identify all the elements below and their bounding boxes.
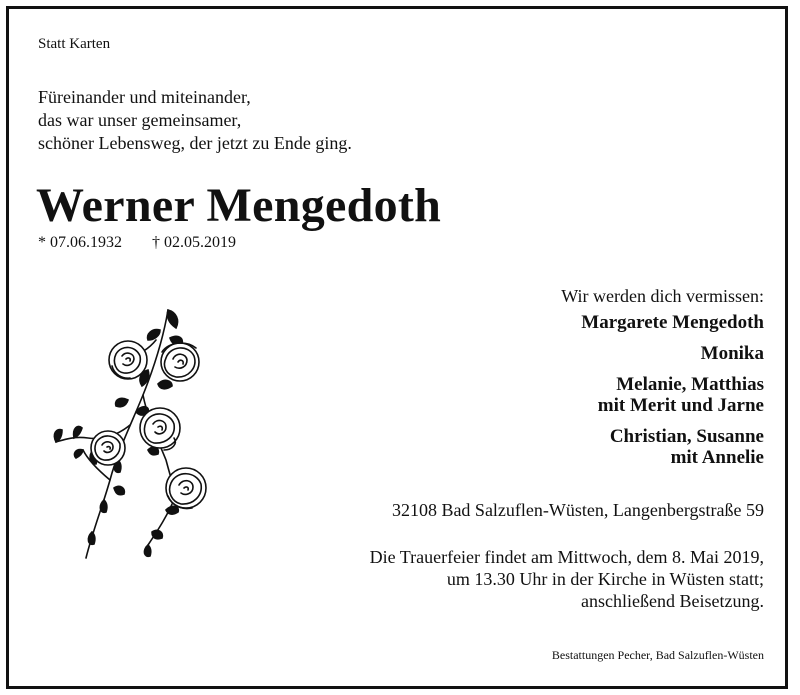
service-line: anschließend Beisetzung. (581, 591, 764, 611)
mourner-name: Monika (700, 343, 764, 364)
birth-date: * 07.06.1932 (38, 234, 122, 251)
death-date: † 02.05.2019 (152, 234, 236, 251)
mourner-name: Christian, Susanne (609, 426, 764, 447)
mourners-list (581, 312, 764, 468)
mourner-name: mit Merit und Jarne (597, 395, 764, 416)
life-dates (38, 234, 236, 252)
verse-line: das war unser gemeinsamer, (38, 110, 242, 130)
roses-drawing-icon (48, 300, 218, 565)
funeral-home: Bestattungen Pecher, Bad Salzuflen-Wüsten (551, 648, 764, 662)
verse-line: Füreinander und miteinander, (38, 87, 251, 107)
rose (109, 341, 147, 379)
header-text: Statt Karten (38, 36, 111, 52)
address: 32108 Bad Salzuflen-Wüsten, Langenbergstraße 59 (391, 500, 764, 520)
rose (166, 468, 206, 509)
rose (140, 408, 180, 450)
deceased-name: Werner Mengedoth (36, 179, 442, 232)
mourner-name: mit Annelie (670, 447, 764, 468)
mourner-name: Margarete Mengedoth (581, 312, 764, 333)
mourners-intro: Wir werden dich vermissen: (561, 286, 764, 306)
rose (161, 343, 199, 381)
verse (38, 86, 352, 155)
service-info (370, 546, 764, 612)
verse-line: schöner Lebensweg, der jetzt zu Ende ging. (38, 133, 352, 153)
mourner-name: Melanie, Matthias (616, 374, 764, 395)
rose (91, 431, 125, 465)
service-line: um 13.30 Uhr in der Kirche in Wüsten statt; (446, 569, 764, 589)
service-line: Die Trauerfeier findet am Mittwoch, dem 8. Mai 2019, (369, 547, 764, 567)
